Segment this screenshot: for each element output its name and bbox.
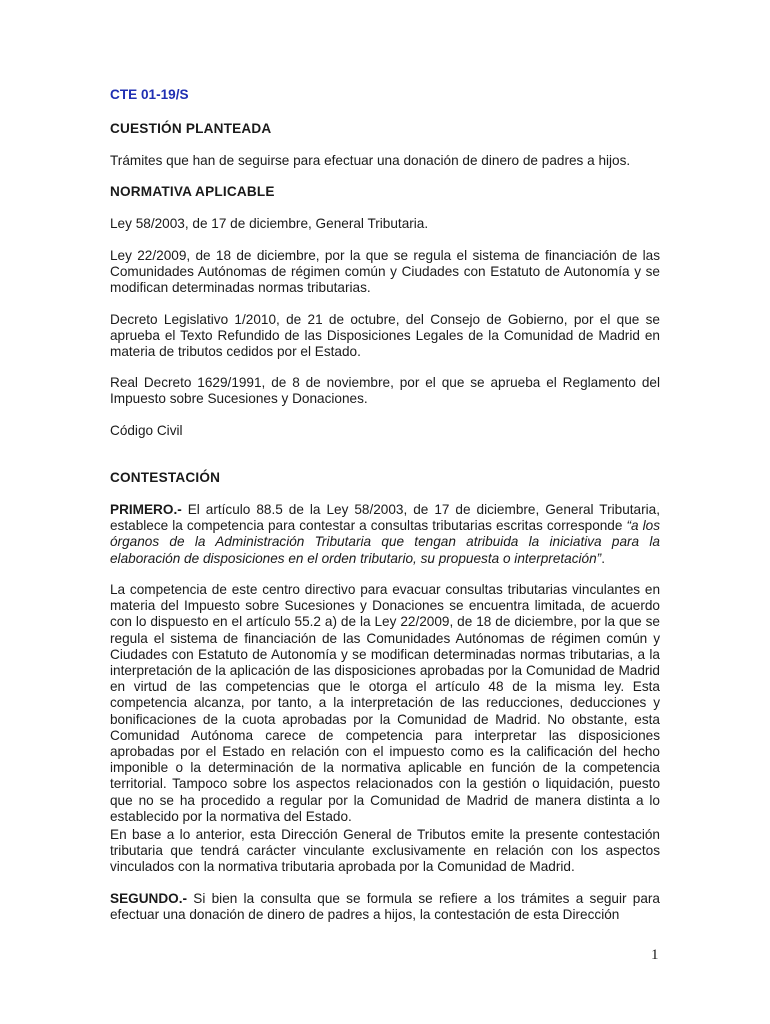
segundo-label: SEGUNDO.- [110, 891, 188, 906]
primero-quote: “a los órganos de la Administración Tributaria que tengan atribuida la iniciativa para la elaboración de disposiciones en el orden tributario, su propuesta o interpretación” [110, 518, 660, 566]
paragraph-base: En base a lo anterior, esta Dirección General de Tributos emite la presente contestación tributaria que tendrá carácter vinculante exclusivamente en relación con los aspectos vinculados con la normativa tributaria aprobada por la Comunidad de Madrid. [110, 827, 660, 875]
primero-end: . [601, 550, 605, 566]
primero-text: El artículo 88.5 de la Ley 58/2003, de 17 de diciembre, General Tributaria, establece la competencia para contestar a consultas tributarias escritas corresponde [110, 502, 660, 534]
paragraph-competencia: La competencia de este centro directivo para evacuar consultas tributarias vinculantes en materia del Impuesto sobre Sucesiones y Donaciones se encuentra limitada, de acuerdo con lo dispuesto en el artículo 55.2 a) de la Ley 22/2009, de 18 de diciembre, por la que se regula el sistema de financiación de las Comunidades Autónomas de régimen común y Ciudades con Estatuto de Autonomía y se modifican determinadas normas tributarias, a la interpretación de la aplicación de las disposiciones aprobadas por la Comunidad de Madrid en virtud de las competencias que le otorga el artículo 48 de la misma ley. Esta competencia alcanza, por tanto, a la interpretación de las reducciones, deducciones y bonificaciones de la cuota aprobadas por la Comunidad de Madrid. No obstante, esta Comunidad Autónoma carece de competencia para interpretar las disposiciones aprobadas por el Estado en relación con el impuesto como es la calificación del hecho imponible o la determinación de la normativa aplicable en función de la competencia territorial. Tampoco sobre los aspectos relacionados con la gestión o liquidación, puesto que no se ha procedido a regular por la Comunidad de Madrid de manera distinta a lo establecido por la normativa del Estado. [110, 582, 660, 824]
segundo-text: Si bien la consulta que se formula se refiere a los trámites a seguir para efectuar una donación de dinero de padres a hijos, la contestación de esta Dirección [110, 891, 660, 923]
cuestion-text: Trámites que han de seguirse para efectuar una donación de dinero de padres a hijos. [110, 153, 631, 168]
primero-label: PRIMERO.- [110, 502, 182, 517]
heading-cuestion-planteada: CUESTIÓN PLANTEADA [110, 121, 272, 136]
heading-normativa-aplicable: NORMATIVA APLICABLE [110, 184, 275, 199]
paragraph-segundo [110, 891, 660, 923]
paragraph-primero [110, 502, 660, 567]
heading-contestacion: CONTESTACIÓN [110, 470, 221, 485]
normativa-item-1: Ley 58/2003, de 17 de diciembre, General Tributaria. [110, 216, 429, 231]
normativa-item-5: Código Civil [110, 423, 183, 438]
normativa-item-3: Decreto Legislativo 1/2010, de 21 de octubre, del Consejo de Gobierno, por el que se aprueba el Texto Refundido de las Disposiciones Legales de la Comunidad de Madrid en materia de tributos cedidos por el Estado. [110, 312, 660, 360]
normativa-item-4: Real Decreto 1629/1991, de 8 de noviembre, por el que se aprueba el Reglamento del Impuesto sobre Sucesiones y Donaciones. [110, 375, 660, 407]
page-number: 1 [651, 947, 659, 963]
document-code: CTE 01-19/S [110, 87, 189, 102]
normativa-item-2: Ley 22/2009, de 18 de diciembre, por la que se regula el sistema de financiación de las Comunidades Autónomas de régimen común y Ciudades con Estatuto de Autonomía y se modifican determinadas normas tributarias. [110, 248, 660, 296]
